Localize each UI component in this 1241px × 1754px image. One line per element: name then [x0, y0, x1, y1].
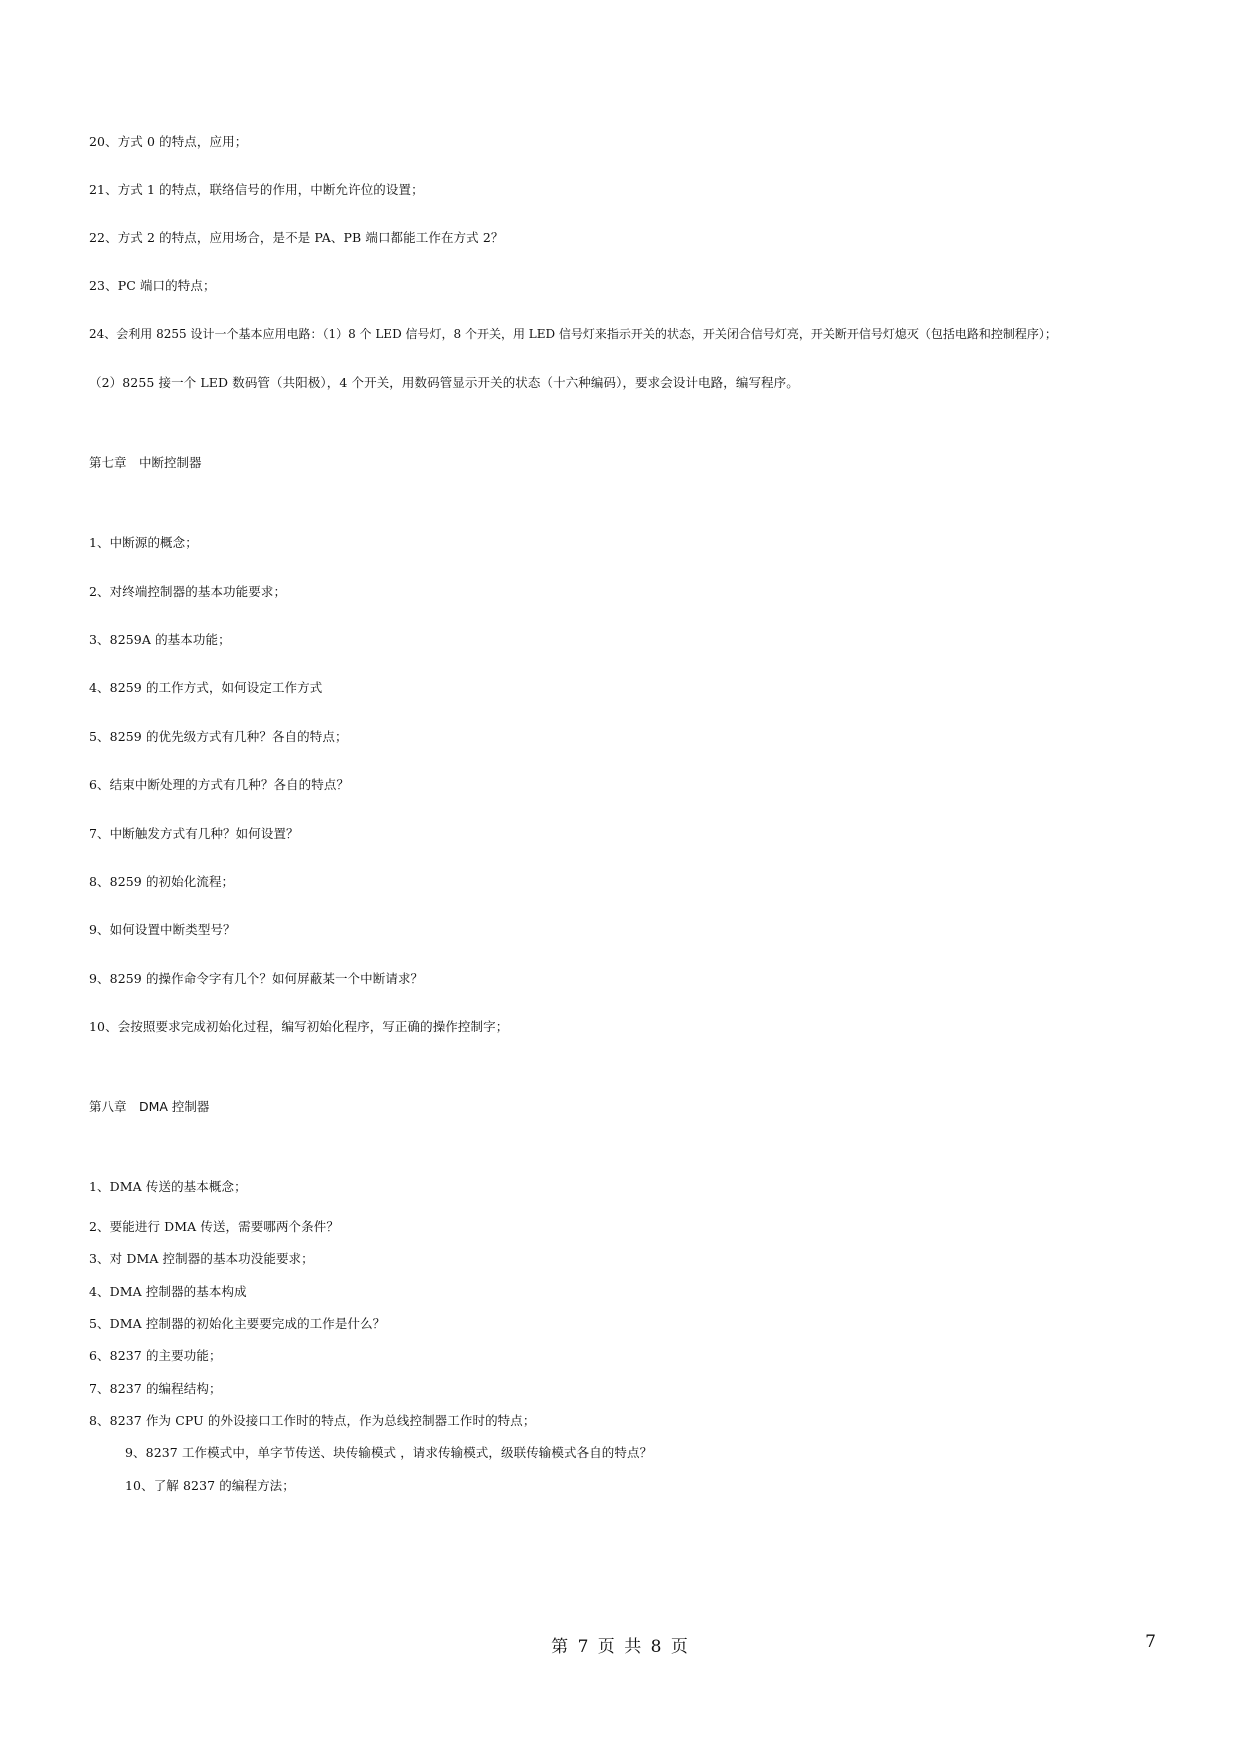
list-item: 21、方式 1 的特点，联络信号的作用，中断允许位的设置； — [89, 182, 424, 197]
list-item: 7、8237 的编程结构； — [89, 1381, 222, 1396]
list-item: 5、DMA 控制器的初始化主要要完成的工作是什么？ — [89, 1316, 386, 1331]
list-item: 7、中断触发方式有几种？如何设置？ — [89, 826, 299, 841]
list-item: 4、8259 的工作方式，如何设定工作方式 — [89, 680, 323, 695]
list-item: 2、对终端控制器的基本功能要求； — [89, 584, 287, 599]
list-item: （2）8255 接一个 LED 数码管（共阳极），4 个开关，用数码管显示开关的状态（十六种编码），要求会设计电路，编写程序。 — [89, 375, 799, 390]
page-footer-label: 第 7 页 共 8 页 — [551, 1637, 690, 1657]
list-item: 23、PC 端口的特点； — [89, 278, 216, 293]
list-item: 1、中断源的概念； — [89, 535, 198, 550]
list-item: 3、8259A 的基本功能； — [89, 632, 231, 647]
chapter-heading: 第七章 中断控制器 — [89, 455, 202, 470]
list-item: 9、如何设置中断类型号？ — [89, 922, 236, 937]
page-number: 7 — [1145, 1632, 1156, 1652]
list-item: 5、8259 的优先级方式有几种？各自的特点； — [89, 729, 348, 744]
list-item: 8、8259 的初始化流程； — [89, 874, 235, 889]
list-item: 2、要能进行 DMA 传送，需要哪两个条件？ — [89, 1219, 339, 1234]
list-item: 22、方式 2 的特点，应用场合，是不是 PA、PB 端口都能工作在方式 2？ — [89, 230, 504, 245]
list-item: 1、DMA 传送的基本概念； — [89, 1179, 247, 1194]
list-item: 9、8237 工作模式中，单字节传送、块传输模式 ，请求传输模式，级联传输模式各自的特点？ — [125, 1445, 653, 1460]
chapter-heading: 第八章 DMA 控制器 — [89, 1099, 210, 1114]
list-item: 9、8259 的操作命令字有几个？如何屏蔽某一个中断请求？ — [89, 971, 424, 986]
list-item: 8、8237 作为 CPU 的外设接口工作时的特点，作为总线控制器工作时的特点； — [89, 1413, 536, 1428]
list-item: 20、方式 0 的特点，应用； — [89, 134, 248, 149]
list-item: 6、8237 的主要功能； — [89, 1348, 222, 1363]
list-item: 10、会按照要求完成初始化过程，编写初始化程序，写正确的操作控制字； — [89, 1019, 509, 1034]
list-item: 10、了解 8237 的编程方法； — [125, 1478, 295, 1493]
list-item: 24、会利用 8255 设计一个基本应用电路：（1）8 个 LED 信号灯，8 个开关，用 LED 信号灯来指示开关的状态，开关闭合信号灯亮，开关断开信号灯熄灭（包括电路和控制程序）； — [89, 327, 1057, 341]
list-item: 6、结束中断处理的方式有几种？各自的特点？ — [89, 777, 350, 792]
list-item: 4、DMA 控制器的基本构成 — [89, 1284, 247, 1299]
list-item: 3、对 DMA 控制器的基本功没能要求； — [89, 1251, 314, 1266]
